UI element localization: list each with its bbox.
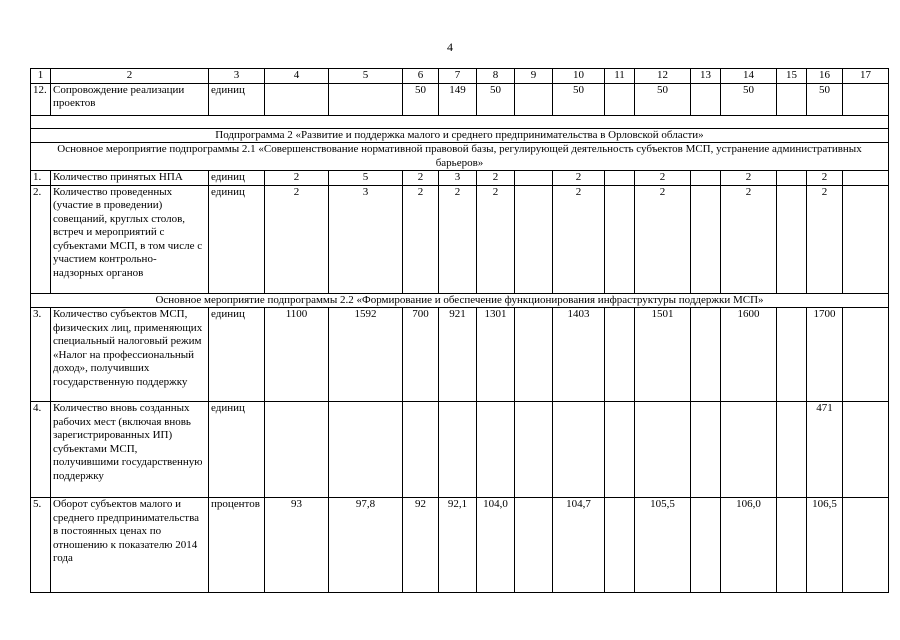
indicator-name: Количество вновь созданных рабочих мест (включая вновь зарегистрированных ИП) субъектами МСП, получившими государственную поддержку [51,402,209,498]
activity-title: Основное мероприятие подпрограммы 2.1 «Совершенствование нормативной правовой базы, регулирующей деятельность субъектов МСП, устранение административных барьеров» [31,143,889,171]
value-cell: 105,5 [635,498,691,593]
col-header: 17 [843,69,889,84]
value-cell [691,185,721,293]
value-cell [515,171,553,186]
value-cell [691,83,721,115]
value-cell: 1301 [477,308,515,402]
value-cell [843,498,889,593]
value-cell [477,402,515,498]
unit: единиц [209,402,265,498]
value-cell [843,83,889,115]
row-number: 1. [31,171,51,186]
value-cell: 3 [329,185,403,293]
col-header: 4 [265,69,329,84]
value-cell [605,171,635,186]
value-cell: 3 [439,171,477,186]
value-cell: 2 [553,185,605,293]
indicator-name: Количество проведенных (участие в проведении) совещаний, круглых столов, встреч и мероприятий с субъектами МСП, в том числе с участием контрольно-надзорных органов [51,185,209,293]
value-cell: 5 [329,171,403,186]
table-row [31,83,889,115]
value-cell [515,498,553,593]
spacer-row [31,115,889,128]
table-row [31,402,889,498]
col-header: 1 [31,69,51,84]
value-cell [777,185,807,293]
section-row [31,128,889,143]
row-number: 12. [31,83,51,115]
value-cell [691,402,721,498]
value-cell: 1700 [807,308,843,402]
col-header: 2 [51,69,209,84]
col-header: 8 [477,69,515,84]
indicators-table [30,68,889,593]
value-cell: 2 [553,171,605,186]
unit: единиц [209,308,265,402]
row-number: 5. [31,498,51,593]
row-number: 4. [31,402,51,498]
section-row [31,143,889,171]
value-cell [265,402,329,498]
value-cell: 50 [807,83,843,115]
value-cell [605,402,635,498]
value-cell: 1600 [721,308,777,402]
value-cell: 50 [721,83,777,115]
table-row [31,171,889,186]
value-cell: 104,0 [477,498,515,593]
value-cell [843,171,889,186]
value-cell: 50 [403,83,439,115]
page-number: 4 [447,40,453,54]
subprogram-title: Подпрограмма 2 «Развитие и поддержка малого и среднего предпринимательства в Орловской области» [31,128,889,143]
table-row [31,185,889,293]
row-number: 2. [31,185,51,293]
indicator-name: Оборот субъектов малого и среднего предпринимательства в постоянных ценах по отношению к показателю 2014 года [51,498,209,593]
value-cell [777,308,807,402]
value-cell: 149 [439,83,477,115]
value-cell [691,308,721,402]
indicator-name: Количество субъектов МСП, физических лиц, применяющих специальный налоговый режим «Налог на профессиональный доход», получивших государственную поддержку [51,308,209,402]
row-number: 3. [31,308,51,402]
value-cell [515,185,553,293]
value-cell [721,402,777,498]
indicator-name: Количество принятых НПА [51,171,209,186]
value-cell: 921 [439,308,477,402]
value-cell [843,308,889,402]
col-header: 9 [515,69,553,84]
value-cell [439,402,477,498]
value-cell: 92,1 [439,498,477,593]
value-cell [265,83,329,115]
value-cell: 2 [265,185,329,293]
value-cell: 2 [807,171,843,186]
unit: процентов [209,498,265,593]
value-cell: 92 [403,498,439,593]
value-cell [777,83,807,115]
unit: единиц [209,83,265,115]
value-cell: 104,7 [553,498,605,593]
col-header: 14 [721,69,777,84]
col-header: 13 [691,69,721,84]
value-cell: 2 [265,171,329,186]
value-cell [605,498,635,593]
value-cell: 700 [403,308,439,402]
column-number-row [31,69,889,84]
col-header: 6 [403,69,439,84]
value-cell: 471 [807,402,843,498]
value-cell: 50 [553,83,605,115]
value-cell [329,83,403,115]
value-cell: 2 [477,171,515,186]
value-cell: 106,0 [721,498,777,593]
indicator-name: Сопровождение реализации проектов [51,83,209,115]
table-row [31,308,889,402]
value-cell: 1403 [553,308,605,402]
value-cell: 50 [635,83,691,115]
value-cell [605,185,635,293]
value-cell: 2 [403,185,439,293]
value-cell: 2 [721,171,777,186]
value-cell [515,308,553,402]
table-row [31,498,889,593]
value-cell: 1100 [265,308,329,402]
value-cell: 50 [477,83,515,115]
value-cell [515,402,553,498]
value-cell: 1501 [635,308,691,402]
col-header: 15 [777,69,807,84]
value-cell: 93 [265,498,329,593]
value-cell [605,83,635,115]
activity-title: Основное мероприятие подпрограммы 2.2 «Формирование и обеспечение функционирования инфраструктуры поддержки МСП» [31,293,889,308]
value-cell: 2 [635,171,691,186]
value-cell [515,83,553,115]
col-header: 16 [807,69,843,84]
value-cell: 2 [635,185,691,293]
value-cell [777,498,807,593]
value-cell: 2 [477,185,515,293]
value-cell [843,185,889,293]
value-cell [691,171,721,186]
value-cell: 1592 [329,308,403,402]
col-header: 11 [605,69,635,84]
unit: единиц [209,185,265,293]
value-cell: 2 [807,185,843,293]
value-cell: 2 [403,171,439,186]
col-header: 12 [635,69,691,84]
value-cell [635,402,691,498]
value-cell [403,402,439,498]
value-cell [329,402,403,498]
value-cell: 2 [439,185,477,293]
col-header: 7 [439,69,477,84]
unit: единиц [209,171,265,186]
value-cell [777,402,807,498]
value-cell: 2 [721,185,777,293]
section-row [31,293,889,308]
value-cell: 106,5 [807,498,843,593]
value-cell [777,171,807,186]
col-header: 10 [553,69,605,84]
value-cell [553,402,605,498]
col-header: 3 [209,69,265,84]
value-cell: 97,8 [329,498,403,593]
value-cell [843,402,889,498]
col-header: 5 [329,69,403,84]
value-cell [605,308,635,402]
value-cell [691,498,721,593]
